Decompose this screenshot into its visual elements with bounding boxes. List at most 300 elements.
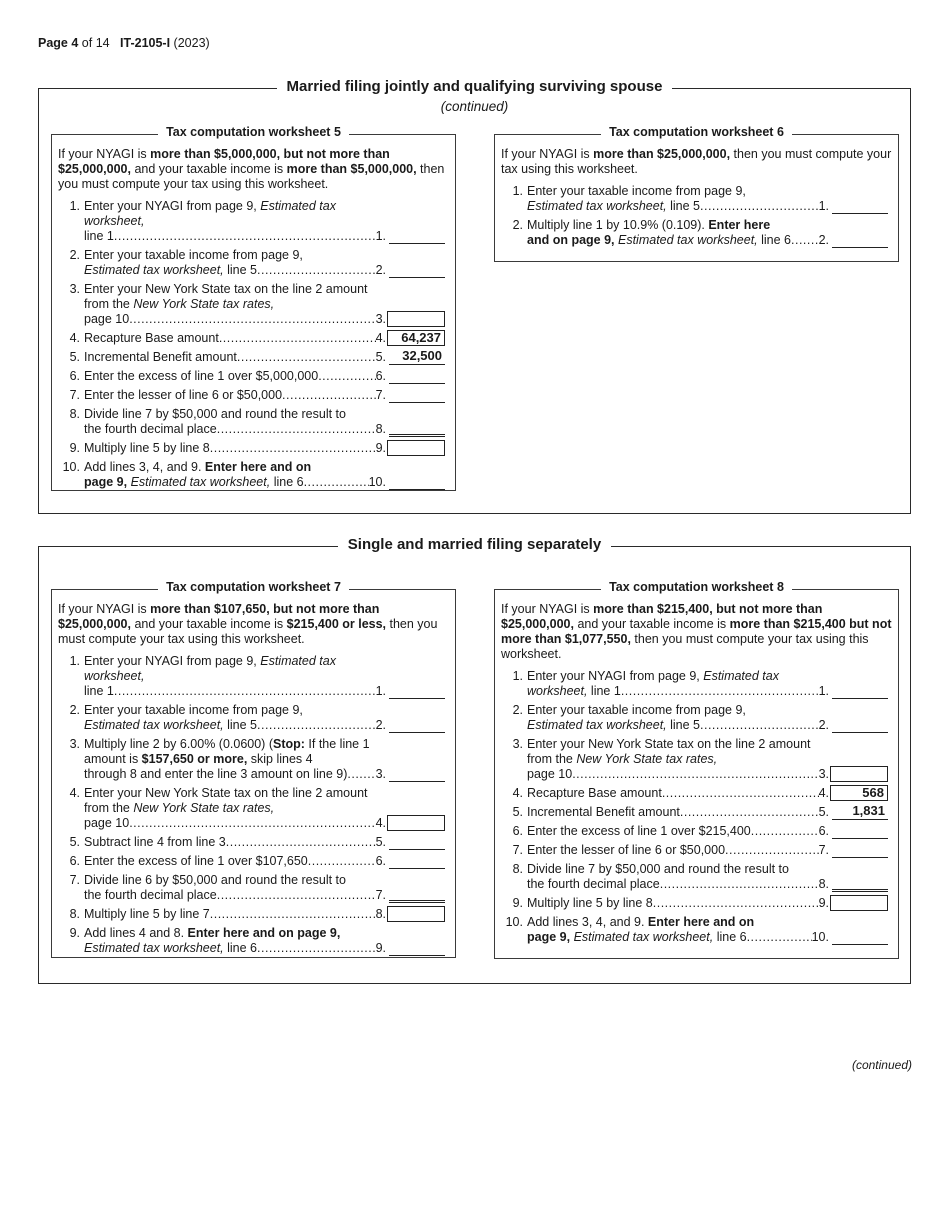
worksheet-line <box>58 199 449 244</box>
line-ref: 4. <box>375 331 386 345</box>
line-ref: 6. <box>818 824 829 838</box>
text-run: line 5 <box>223 263 258 277</box>
worksheet-line <box>58 786 449 831</box>
worksheet-line <box>58 441 449 456</box>
dot-leader <box>226 835 376 850</box>
worksheet-line <box>501 805 892 820</box>
text-run: line 6 <box>270 475 304 489</box>
text-run: page 9, <box>527 930 571 944</box>
line-ref: 5. <box>818 805 829 819</box>
text-run: Multiply line 5 by line 8 <box>527 896 653 910</box>
line-number: 1. <box>69 654 80 668</box>
line-ref: 2. <box>375 718 386 732</box>
worksheet-line <box>501 703 892 733</box>
continued-note: (continued) <box>851 1058 912 1072</box>
text-run: line 5 <box>666 718 701 732</box>
amount-field[interactable] <box>389 368 445 384</box>
dot-leader <box>114 229 376 244</box>
text-run: Divide line 7 by $50,000 and round the result to <box>84 407 346 421</box>
section-single-married-filing-separately <box>38 536 911 984</box>
line-ref: 2. <box>818 718 829 732</box>
text-run: then you must compute your tax using this worksheet. <box>58 162 445 191</box>
amount-field[interactable] <box>389 885 445 903</box>
amount-field[interactable] <box>387 906 445 922</box>
worksheet-line <box>58 907 449 922</box>
text-run: If your NYAGI is <box>501 602 594 616</box>
worksheet-line <box>58 350 449 365</box>
line-instruction <box>527 915 829 945</box>
amount-field[interactable] <box>387 440 445 456</box>
amount-value: 1,831 <box>852 803 885 818</box>
text-run: the fourth decimal place <box>84 888 217 902</box>
line-number: 7. <box>69 388 80 402</box>
line-instruction <box>84 388 386 403</box>
dot-leader <box>700 718 819 733</box>
text-run: Estimated tax worksheet, <box>84 941 224 955</box>
line-number: 8. <box>69 907 80 921</box>
text-run: more than $25,000,000, <box>593 147 731 161</box>
text-run: more than $5,000,000, but not more than $25,000,000, <box>58 147 390 176</box>
line-ref: 1. <box>375 229 386 243</box>
dot-leader <box>308 854 376 869</box>
dot-leader <box>304 475 369 490</box>
line-number: 9. <box>512 896 523 910</box>
text-run: and your taxable income is <box>131 617 287 631</box>
worksheet-line <box>58 282 449 327</box>
amount-field-filled[interactable] <box>389 349 445 365</box>
line-ref: 2. <box>818 233 829 247</box>
worksheet-line <box>501 896 892 911</box>
line-number: 2. <box>69 703 80 717</box>
amount-field[interactable] <box>389 853 445 869</box>
line-number: 1. <box>69 199 80 213</box>
dot-leader <box>700 199 819 214</box>
text-run: Estimated tax worksheet, <box>618 233 758 247</box>
line-instruction <box>84 199 386 244</box>
text-run: worksheet, <box>527 684 588 698</box>
worksheet-line <box>58 248 449 278</box>
text-run: Enter here and on <box>204 460 312 474</box>
dot-leader <box>219 331 376 346</box>
line-instruction <box>527 737 829 782</box>
line-instruction <box>84 369 386 384</box>
dot-leader <box>747 930 812 945</box>
line-instruction <box>84 854 386 869</box>
worksheet-title: Tax computation worksheet 7 <box>158 580 349 594</box>
section-title: Single and married filing separately <box>338 536 611 553</box>
text-run: New York State tax rates, <box>133 297 275 311</box>
amount-field[interactable] <box>832 874 888 892</box>
text-run: Divide line 6 by $50,000 and round the result to <box>84 873 346 887</box>
line-number: 8. <box>512 862 523 876</box>
dot-leader <box>751 824 819 839</box>
text-run: Enter here <box>708 218 771 232</box>
text-run: Estimated tax worksheet, <box>573 930 714 944</box>
dot-leader <box>791 233 819 248</box>
text-run: line 5 <box>666 199 701 213</box>
text-run: line 5 <box>223 718 258 732</box>
worksheet-title: Tax computation worksheet 8 <box>601 580 792 594</box>
line-ref: 1. <box>818 684 829 698</box>
text-run: Enter the excess of line 1 over $107,650 <box>84 854 308 868</box>
line-number: 3. <box>512 737 523 751</box>
amount-field-filled[interactable] <box>830 785 888 801</box>
text-run: Multiply line 5 by line 7 <box>84 907 210 921</box>
worksheet-line <box>58 703 449 733</box>
dot-leader <box>572 767 818 782</box>
line-instruction <box>527 805 829 820</box>
amount-value: 64,237 <box>401 330 441 345</box>
line-number: 3. <box>69 737 80 751</box>
text-run: Estimated tax worksheet, <box>527 718 667 732</box>
dot-leader <box>129 816 375 831</box>
text-run: Divide line 7 by $50,000 and round the result to <box>527 862 789 876</box>
text-run: Enter your NYAGI from page 9, <box>84 654 261 668</box>
amount-value: 568 <box>862 785 884 800</box>
amount-field[interactable] <box>389 940 445 956</box>
line-instruction <box>84 907 386 922</box>
text-run: line 6 <box>757 233 792 247</box>
line-number: 8. <box>69 407 80 421</box>
text-run: Enter your New York State tax on the line 2 amount from the <box>84 786 368 815</box>
dot-leader <box>347 767 375 782</box>
text-run: Enter your New York State tax on the line 2 amount from the <box>84 282 368 311</box>
worksheet-instructions <box>58 147 449 192</box>
text-run: and your taxable income is <box>574 617 730 631</box>
line-number: 5. <box>512 805 523 819</box>
line-ref: 4. <box>818 786 829 800</box>
line-number: 6. <box>69 854 80 868</box>
line-instruction <box>527 824 829 839</box>
text-run: Estimated tax worksheet, <box>130 475 271 489</box>
line-number: 2. <box>69 248 80 262</box>
dot-leader <box>660 877 819 892</box>
text-run: Enter your NYAGI from page 9, <box>84 199 261 213</box>
amount-field[interactable] <box>830 766 888 782</box>
text-run: line 1 <box>587 684 621 698</box>
amount-field[interactable] <box>832 717 888 733</box>
amount-field[interactable] <box>832 232 888 248</box>
line-instruction <box>84 441 386 456</box>
text-run: Recapture Base amount <box>527 786 662 800</box>
text-run: line 6 <box>223 941 258 955</box>
text-run: line 1 <box>84 229 114 243</box>
page-count: of 14 <box>81 36 110 50</box>
text-run: If your NYAGI is <box>58 602 151 616</box>
text-run: Estimated tax <box>703 669 779 683</box>
dot-leader <box>282 388 376 403</box>
amount-field[interactable] <box>389 262 445 278</box>
line-instruction <box>84 282 386 327</box>
worksheet-line <box>58 388 449 403</box>
text-run: more than $215,400, but not more than $25,000,000, <box>501 602 823 631</box>
worksheet-8 <box>494 580 899 959</box>
line-ref: 8. <box>818 877 829 891</box>
line-number: 4. <box>69 786 80 800</box>
text-run: then you must compute your tax using this worksheet. <box>58 617 438 646</box>
text-run: page 10 <box>527 767 573 781</box>
text-run: Stop: <box>272 737 305 751</box>
line-ref: 9. <box>375 941 386 955</box>
amount-field[interactable] <box>389 683 445 699</box>
text-run: more than $5,000,000, <box>286 162 417 176</box>
line-number: 2. <box>512 703 523 717</box>
text-run: line 1 <box>84 684 114 698</box>
worksheet-line <box>58 854 449 869</box>
dot-leader <box>257 263 376 278</box>
line-ref: 7. <box>375 888 386 902</box>
line-instruction <box>84 737 386 782</box>
amount-field[interactable] <box>389 228 445 244</box>
text-run: Subtract line 4 from line 3 <box>84 835 226 849</box>
worksheet-instructions <box>501 602 892 662</box>
worksheet-5 <box>51 125 456 491</box>
line-number: 10. <box>62 460 80 474</box>
dot-leader <box>653 896 819 911</box>
amount-field-filled[interactable] <box>832 804 888 820</box>
line-number: 9. <box>69 926 80 940</box>
text-run: page 10 <box>84 312 130 326</box>
text-run: more than $215,400 but not more than $1,077,550, <box>501 617 892 646</box>
section-subtitle: (continued) <box>440 99 509 114</box>
text-run: Recapture Base amount <box>84 331 219 345</box>
text-run: Add lines 3, 4, and 9. <box>527 915 648 929</box>
text-run: page 9, <box>84 475 128 489</box>
line-ref: 9. <box>375 441 386 455</box>
line-number: 5. <box>69 350 80 364</box>
line-ref: 1. <box>375 684 386 698</box>
text-run: Incremental Benefit amount <box>84 350 237 364</box>
dot-leader <box>662 786 819 801</box>
line-ref: 6. <box>375 369 386 383</box>
line-number: 7. <box>69 873 80 887</box>
line-ref: 8. <box>375 422 386 436</box>
line-number: 4. <box>69 331 80 345</box>
line-number: 7. <box>512 843 523 857</box>
text-run: Estimated tax worksheet, <box>84 654 336 683</box>
amount-field[interactable] <box>389 387 445 403</box>
line-number: 10. <box>505 915 523 929</box>
line-instruction <box>84 654 386 699</box>
text-run: Enter your New York State tax on the line 2 amount from the <box>527 737 811 766</box>
text-run: then you must compute your tax using this worksheet. <box>501 632 869 661</box>
worksheet-line <box>58 369 449 384</box>
text-run: Add lines 3, 4, and 9. <box>84 460 205 474</box>
amount-field[interactable] <box>389 766 445 782</box>
dot-leader <box>210 441 376 456</box>
form-year: (2023) <box>173 36 210 50</box>
line-ref: 8. <box>375 907 386 921</box>
worksheet-line <box>501 843 892 858</box>
line-number: 4. <box>512 786 523 800</box>
dot-leader <box>237 350 376 365</box>
amount-field[interactable] <box>387 815 445 831</box>
text-run: page 10 <box>84 816 130 830</box>
text-run: Enter here and on page 9, <box>187 926 341 940</box>
worksheet-line <box>58 926 449 956</box>
section-married-filing-jointly <box>38 78 911 514</box>
line-instruction <box>527 862 829 892</box>
page-header <box>38 36 210 50</box>
text-run: Multiply line 1 by 10.9% (0.109). <box>527 218 709 232</box>
text-run: Estimated tax worksheet, <box>84 718 224 732</box>
text-run: Enter the lesser of line 6 or $50,000 <box>84 388 283 402</box>
text-run: Estimated tax worksheet, <box>527 199 667 213</box>
text-run: Multiply line 5 by line 8 <box>84 441 210 455</box>
text-run: Multiply line 2 by 6.00% (0.0600) ( <box>84 737 273 751</box>
worksheet-line <box>501 862 892 892</box>
amount-field[interactable] <box>832 842 888 858</box>
text-run: Enter your taxable income from page 9, <box>84 703 303 717</box>
line-instruction <box>84 835 386 850</box>
line-ref: 7. <box>818 843 829 857</box>
text-run: Enter your NYAGI from page 9, <box>527 669 704 683</box>
amount-field[interactable] <box>830 895 888 911</box>
line-number: 1. <box>512 184 523 198</box>
line-number: 3. <box>69 282 80 296</box>
line-instruction <box>84 703 386 733</box>
text-run: the fourth decimal place <box>84 422 217 436</box>
page-number: Page 4 <box>38 36 79 50</box>
worksheet-line <box>58 737 449 782</box>
amount-field[interactable] <box>387 311 445 327</box>
line-instruction <box>527 184 829 214</box>
text-run: $215,400 or less, <box>286 617 387 631</box>
text-run: Enter your taxable income from page 9, <box>527 184 746 198</box>
line-number: 1. <box>512 669 523 683</box>
line-number: 6. <box>69 369 80 383</box>
worksheet-line <box>501 737 892 782</box>
dot-leader <box>680 805 819 820</box>
amount-value: 32,500 <box>402 348 442 363</box>
dot-leader <box>257 718 376 733</box>
line-instruction <box>527 896 829 911</box>
text-run: Estimated tax worksheet, <box>84 263 224 277</box>
text-run: skip lines 4 <box>247 752 313 766</box>
worksheet-line <box>58 331 449 346</box>
worksheet-line <box>58 407 449 437</box>
dot-leader <box>114 684 376 699</box>
line-instruction <box>84 786 386 831</box>
line-number: 2. <box>512 218 523 232</box>
line-instruction <box>84 926 386 956</box>
amount-field[interactable] <box>389 419 445 437</box>
text-run: then you must compute your tax using this worksheet. <box>501 147 892 176</box>
line-instruction <box>527 669 829 699</box>
worksheet-line <box>501 915 892 945</box>
line-number: 5. <box>69 835 80 849</box>
worksheet-line <box>58 460 449 490</box>
text-run: If the line 1 amount is <box>84 737 370 766</box>
text-run: through 8 and enter the line 3 amount on line 9) <box>84 767 348 781</box>
text-run: Enter the excess of line 1 over $5,000,000 <box>84 369 319 383</box>
text-run: line 6 <box>713 930 747 944</box>
amount-field[interactable] <box>389 834 445 850</box>
section-title: Married filing jointly and qualifying surviving spouse <box>277 78 673 95</box>
text-run: and on page 9, <box>527 233 615 247</box>
text-run: Enter the lesser of line 6 or $50,000 <box>527 843 726 857</box>
worksheet-instructions <box>501 147 892 177</box>
worksheet-line <box>58 873 449 903</box>
line-ref: 2. <box>375 263 386 277</box>
line-ref: 5. <box>375 835 386 849</box>
text-run: New York State tax rates, <box>576 752 718 766</box>
worksheet-line <box>58 654 449 699</box>
line-ref: 1. <box>818 199 829 213</box>
amount-field-filled[interactable] <box>387 330 445 346</box>
worksheet-line <box>501 218 892 248</box>
worksheet-line <box>501 824 892 839</box>
line-number: 6. <box>512 824 523 838</box>
dot-leader <box>217 888 376 903</box>
worksheet-title: Tax computation worksheet 5 <box>158 125 349 139</box>
line-ref: 9. <box>818 896 829 910</box>
text-run: Enter your taxable income from page 9, <box>84 248 303 262</box>
dot-leader <box>725 843 819 858</box>
text-run: Enter the excess of line 1 over $215,400 <box>527 824 751 838</box>
text-run: more than $107,650, but not more than $25,000,000, <box>58 602 380 631</box>
line-ref: 6. <box>375 854 386 868</box>
form-number: IT-2105-I <box>120 36 171 50</box>
worksheet-7 <box>51 580 456 958</box>
line-instruction <box>84 248 386 278</box>
text-run: $157,650 or more, <box>141 752 248 766</box>
line-ref: 5. <box>375 350 386 364</box>
worksheet-instructions <box>58 602 449 647</box>
line-ref: 10. <box>368 475 386 489</box>
line-instruction <box>527 703 829 733</box>
text-run: Enter here and on <box>647 915 755 929</box>
dot-leader <box>318 369 375 384</box>
text-run: New York State tax rates, <box>133 801 275 815</box>
dot-leader <box>621 684 819 699</box>
text-run: Add lines 4 and 8. <box>84 926 188 940</box>
dot-leader <box>257 941 376 956</box>
amount-field[interactable] <box>832 198 888 214</box>
line-ref: 3. <box>375 312 386 326</box>
amount-field[interactable] <box>832 823 888 839</box>
worksheet-line <box>58 835 449 850</box>
line-instruction <box>527 843 829 858</box>
dot-leader <box>129 312 375 327</box>
line-ref: 10. <box>811 930 829 944</box>
line-instruction <box>84 407 386 437</box>
line-ref: 7. <box>375 388 386 402</box>
text-run: the fourth decimal place <box>527 877 660 891</box>
amount-field[interactable] <box>389 717 445 733</box>
line-instruction <box>84 873 386 903</box>
text-run: Incremental Benefit amount <box>527 805 680 819</box>
text-run: Enter your taxable income from page 9, <box>527 703 746 717</box>
dot-leader <box>210 907 376 922</box>
worksheet-line <box>501 669 892 699</box>
line-ref: 3. <box>818 767 829 781</box>
text-run: and your taxable income is <box>131 162 287 176</box>
dot-leader <box>217 422 376 437</box>
line-instruction <box>84 350 386 365</box>
worksheet-6 <box>494 125 899 262</box>
line-ref: 4. <box>375 816 386 830</box>
line-number: 9. <box>69 441 80 455</box>
amount-field[interactable] <box>389 474 445 490</box>
amount-field[interactable] <box>832 683 888 699</box>
line-instruction <box>527 218 829 248</box>
line-ref: 3. <box>375 767 386 781</box>
text-run: Estimated tax worksheet, <box>84 199 336 228</box>
line-instruction <box>84 460 386 490</box>
amount-field[interactable] <box>832 929 888 945</box>
text-run: If your NYAGI is <box>58 147 151 161</box>
